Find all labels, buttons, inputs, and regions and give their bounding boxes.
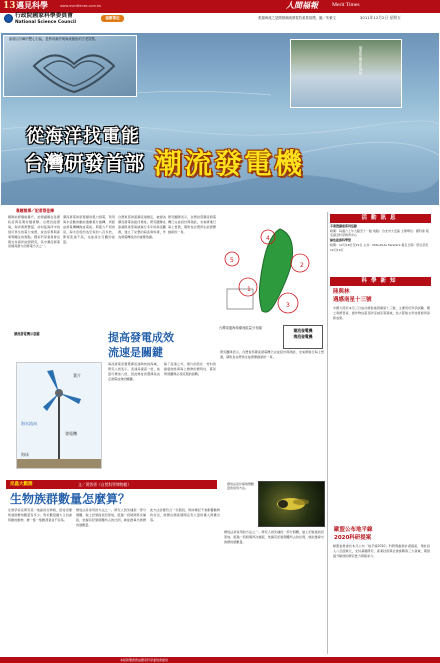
event-body-2: 時間：12月18日至19日 主持：Mitsuhide Takahira 報名日期：即日起至12月10日 — [330, 242, 429, 252]
brand-name: 人間福報 — [286, 0, 318, 10]
footer-bar — [0, 657, 440, 663]
event-title-1: 手冊暨講座系列活動 — [330, 224, 358, 228]
news-body-1: 中國大陸於本月三日成功發射遙感衛星十三號，主要用於科學試驗、國土資源普查、農作物估產及防災減災等領域，為大陸航太科技發展再添新成果。 — [333, 306, 430, 320]
article-mid-col-3: 研究團隊表示，台灣首部潮流發電機已完成設計與測試，未來將進行海上實測，期盼為台灣再生能源開創新的一頁。 — [220, 350, 324, 359]
map-legend-line1: 潮流發電機 — [293, 328, 313, 333]
taiwan-map-illustration — [218, 225, 322, 325]
column-body-4: 標放法是常用的方法之一。研究人員先捕捉一部分個體，做上記號後放回原地，經過一段時間再次捕捉，依據有記號個體所占的比例，就能推算出族群的總數量。 — [224, 530, 324, 544]
diagram-label-generator: 發電機 — [65, 431, 77, 436]
news-title-2a: 歐盟公布地平線 — [334, 527, 373, 533]
section-title: 邁見科學 — [16, 1, 48, 10]
news-title-1b: 遇感南星十三號 — [333, 297, 372, 303]
column-body-2: 標放法是常用的方法之一。研究人員先捕捉一部分個體，做上記號後放回原地，經過一段時間再次捕捉，依據有記號個體所占的比例，就能推算出族群的總數量。 — [76, 508, 146, 527]
event-title-2: 綠色能源科學營 — [330, 238, 352, 243]
footer-text: 本版新聞資訊由國家科學委員會提供 — [120, 658, 169, 662]
event-body-1: 時間：每週六上午九點至十一點 地點：台北市大安區 主辦單位：國科會 報名請洽科學教育中心 — [330, 228, 429, 238]
article-mid-col-1: 海流發電需要選擇流速夠快的海域，研究人員表示，流速每提高一倍，能量可增加八倍，因此場址的選擇是決定發電成效的關鍵。 — [108, 362, 160, 381]
sponsor-badge: 協辦單位 — [101, 15, 124, 22]
sponsor-name: 行政院國家科學委員會 — [15, 13, 73, 19]
news-body-2: 歐盟委員會於本月公布「地平線2020」科研與創新計畫提案，預計投入八百億歐元，支持基礎研究、產業技術與社會挑戰等三大領域，期望提升歐洲的研究實力與競爭力。 — [333, 544, 430, 558]
pull-quote-line1: 提高發電成效 — [108, 331, 174, 344]
insect-photo — [258, 481, 325, 527]
heart-weir-illustration — [4, 36, 136, 96]
issue-date: 2011年12月2日 星期五 — [360, 15, 401, 20]
column-byline: 文／黃智勇（自然科學博物館） — [78, 482, 132, 487]
sidebar-events — [330, 224, 431, 252]
article-byline: 專題報導／記者蔡佳樺 — [16, 208, 54, 213]
column-body-1: 生態學家在研究某一地區的生物時，經常需要知道族群的數量有多少。對於數量龐大又四處移動的動物，要一隻一隻數清楚並不容易。 — [8, 508, 72, 522]
turbine-diagram — [16, 362, 102, 469]
article-col-2: 潮流發電的原理類似風力發電，利用海水流動的動能推動葉片旋轉，再經由發電機轉換成電能。與風力不同的是，海水密度約為空氣的八百多倍，即使流速不高，也能產生可觀的能量。 — [63, 215, 115, 244]
site-url[interactable]: www.merittimes.com.tw — [60, 4, 102, 8]
article-mid-col-2: 除了流速之外，葉片的設計、材料的耐腐蝕性與海上維修的便利性，都是研發團隊必須克服的挑戰。 — [164, 362, 216, 376]
map-label-4: 4 — [266, 235, 270, 242]
taiwan-map — [218, 225, 322, 325]
pull-quote-line2: 流速是關鍵 — [108, 346, 163, 359]
article-col-4: 研究團隊表示，台灣首部潮流發電機已完成設計與測試，未來將進行海上實測，期盼為台灣再生能源開創新的一頁。 — [168, 215, 216, 234]
firefly-illustration — [259, 482, 324, 526]
top-caption: 張揚海流之是開發潮流發電的重要指標。圖／朱紫文 — [258, 16, 336, 20]
inset-photo-stone-weir — [3, 35, 137, 97]
map-caption: 台灣周邊海域潮流能量分布圖 — [219, 326, 262, 330]
news-title-2b: 2020科研提案 — [334, 535, 372, 541]
inset-photo-strait — [290, 39, 402, 108]
diagram-caption: 潮流發電機示意圖 — [14, 332, 40, 336]
column-tag: 昆蟲大觀園 — [10, 482, 33, 487]
map-label-1: 1 — [247, 286, 251, 293]
inset2-caption: 潮流能量豐沛的海峽 — [358, 46, 362, 75]
column-body-3: 此方法需要符合一些假設，例如標記不會影響動物的存活，族群在調查期間沒有大量的遷入與遷出等。 — [150, 508, 220, 522]
map-legend-line2: 海流發電機 — [293, 334, 313, 339]
nsc-logo-icon — [4, 14, 13, 23]
column-divider — [327, 212, 328, 654]
photo-caption: 標放法是計算族群數量的常用方法。 — [227, 482, 255, 491]
brand-name-en: Merit Times — [332, 2, 360, 8]
article-col-1: 國際能源價格攀升，能源議題在各國政府與民間持續發酵。台灣四面環海，海洋資源豐富，如何從海洋中找到可再生的電力來源，成為學界與產業界關注的焦點。國家科學委員會長期支持海洋能源研究，其中潮流發電是極具潛力的發電方式之一。 — [8, 215, 60, 249]
headline-line2: 台灣研發首部 — [24, 151, 144, 175]
turbine-illustration — [17, 363, 101, 468]
page-number: 13 — [3, 1, 16, 11]
headline-main: 潮流發電機 — [154, 147, 305, 180]
sponsor-name-en: National Science Council — [15, 20, 76, 25]
sidebar-heading-events: 活動訊息 — [330, 214, 431, 223]
inset1-caption: 澎湖吉貝嶼的雙心石滬，是利用潮汐與海流捕魚的古老智慧。 — [9, 37, 99, 41]
headline-line1: 從海洋找電能 — [26, 126, 140, 147]
article-col-3: 台灣東部的黑潮流速穩定，被視為潮流發電的最佳場址。研究團隊在澎湖與東部海域進行多年的海流觀測，建立了完整的海流資料庫，作為發電機設計的重要依據。 — [118, 215, 166, 239]
map-legend-box — [283, 325, 323, 349]
diagram-label-blade: 葉片 — [73, 373, 81, 378]
map-label-3: 3 — [286, 302, 290, 309]
column-title: 生物族群數量怎麼算？ — [10, 492, 131, 506]
diagram-label-seabed: 海床 — [21, 452, 29, 457]
news-title-1a: 陸與林 — [333, 289, 350, 295]
map-label-5: 5 — [230, 257, 234, 264]
map-label-2: 2 — [300, 262, 304, 269]
sidebar-heading-news: 科學新知 — [330, 277, 431, 286]
diagram-label-flow: 海水流向 — [21, 421, 37, 426]
